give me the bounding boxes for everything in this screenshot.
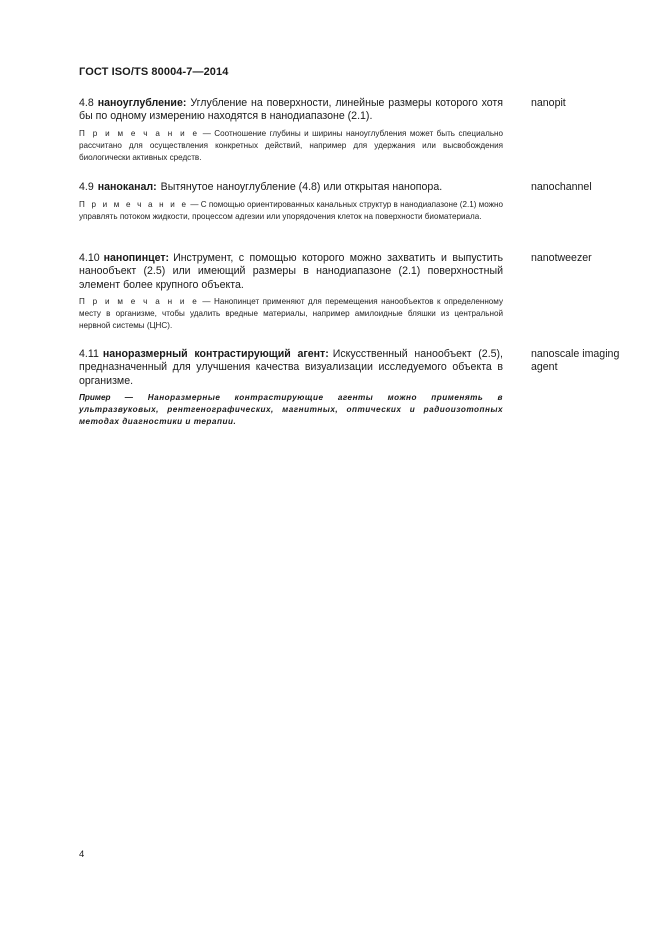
page-number: 4 [79,849,85,860]
term-name: нанопинцет: [103,252,170,264]
note-label: П р и м е ч а н и е [79,200,189,209]
term-name: наноуглубление: [97,97,187,109]
note-label: П р и м е ч а н и е [79,297,199,306]
term-note [79,296,503,331]
definition-text: Инструмент, с помощью которого можно захватить и выпустить нанообъект (2.5) или имеющий размеры в нанодиапазоне (2.1) поверхностный элемент более крупного объекта. [79,252,503,291]
note-text: — Нанопинцет применяют для перемещения нанообъектов к определенному месту в организме, чтобы удалить вредные материалы, например амилоидные бляшки из центральной нервной системы (ЦНС). [79,297,503,330]
term-number: 4.9 [79,181,94,193]
document-header: ГОСТ ISO/TS 80004-7—2014 [79,66,229,78]
english-term: nanochannel [531,181,592,193]
term-number: 4.8 [79,97,94,109]
term-definition [79,252,503,292]
term-definition [79,348,503,388]
term-name: наноразмерный контрастирующий агент: [102,348,329,360]
note-text: — С помощью ориентированных канальных структур в нанодиапазоне (2.1) можно управлять потоком жидкости, процессом адгезии или упорядочения клеток на поверхности биоматериала. [79,200,504,221]
term-definition [79,181,503,194]
definition-text: Углубление на поверхности, линейные размеры которого хотя бы по одному измерению находятся в нанодиапазоне (2.1). [79,97,503,123]
definition-text: Вытянутое наноуглубление (4.8) или открытая нанопора. [160,181,443,193]
example-text: — Наноразмерные контрастирующие агенты можно применять в ультразвуковых, рентгенографических, магнитных, оптических и радиоизотопных методах диагностики и терапии. [79,393,503,427]
term-note [79,128,503,163]
definition-text: Искусственный нанообъект (2.5), предназначенный для улучшения качества визуализации исследуемого объекта в организме. [79,348,504,387]
term-definition [79,97,503,124]
note-label: П р и м е ч а н и е [79,129,200,138]
english-term: nanopit [531,97,566,109]
english-term: nanoscale imaging agent [531,348,620,374]
english-term: nanotweezer [531,252,592,264]
term-example [79,392,503,429]
term-note [79,199,503,223]
term-number: 4.10 [79,252,100,264]
example-label: Пример [79,393,111,402]
term-number: 4.11 [79,348,99,360]
term-name: наноканал: [97,181,157,193]
note-text: — Соотношение глубины и ширины наноуглубления может быть специально рассчитано для осуществления конкретных действий, например для удержания или высвобождения биологически активных средств. [79,129,504,162]
